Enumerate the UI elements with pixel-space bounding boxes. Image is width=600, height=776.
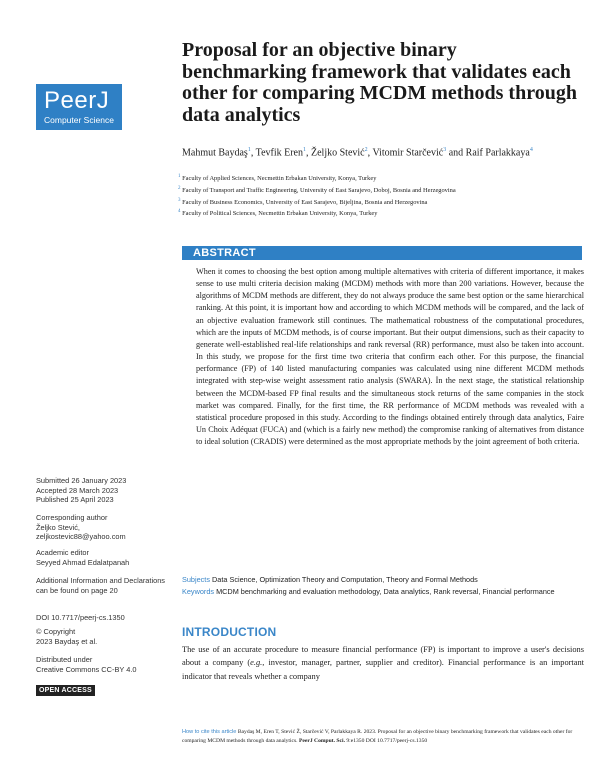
author-sup: 2 xyxy=(364,147,368,153)
paper-title: Proposal for an objective binary benchmarking framework that validates each other for comparing MCDM methods through data analytics xyxy=(182,39,577,126)
author-sup: 3 xyxy=(443,147,447,153)
published-date: Published 25 April 2023 xyxy=(36,495,114,505)
open-access-badge: OPEN ACCESS xyxy=(36,685,95,696)
academic-editor-label: Academic editor xyxy=(36,548,89,557)
additional-info[interactable]: Additional Information and Declarations can be found on page 20 xyxy=(36,576,166,595)
subjects xyxy=(182,575,584,585)
logo-wordmark: PeerJ xyxy=(44,87,110,114)
affiliation: $^1$ Faculty of Applied Sciences, Necmettin Erbakan University, Konya, Turkey xyxy=(178,174,377,183)
academic-editor-name: Seyyed Ahmad Edalatpanah xyxy=(36,557,130,567)
doi-link[interactable]: DOI 10.7717/peerj-cs.1350 xyxy=(36,613,125,622)
author-name[interactable]: Mahmut Baydaş xyxy=(182,147,248,159)
introduction-heading: INTRODUCTION xyxy=(182,625,277,639)
corresponding-author-email[interactable]: zeljkostevic88@yahoo.com xyxy=(36,532,126,542)
affiliations xyxy=(178,172,588,219)
introduction-text: The use of an accurate procedure to measure financial performance (FP) is important to improve a user's decisions about a company (e.g., investor, manager, partner, supplier and creditor). Financial performance is an important indicator that reveals whether a company xyxy=(182,645,584,681)
affiliation: $^4$ Faculty of Political Sciences, Necmettin Erbakan University, Konya, Turkey xyxy=(178,209,378,218)
citation-footer xyxy=(182,728,588,745)
author-list: Mahmut Baydaş$^1$, Tevfik Eren$^1$, Željko Stević$^2$, Vitomir Starčević$^3$ and Raif Parlakkaya$^4$ xyxy=(182,147,533,159)
citation-doi[interactable]: 9:e1350 DOI 10.7717/peerj-cs.1350 xyxy=(344,737,428,744)
author-name[interactable]: Željko Stević xyxy=(311,147,365,159)
corresponding-author-block xyxy=(36,513,176,542)
keywords-text: MCDM benchmarking and evaluation methodology, Data analytics, Rank reversal, Financial performance xyxy=(216,587,555,596)
dates-block xyxy=(36,476,176,505)
academic-editor-block xyxy=(36,548,176,567)
author-sup: 1 xyxy=(303,147,306,153)
citation-journal: PeerJ Comput. Sci. xyxy=(298,737,345,744)
accepted-date: Accepted 28 March 2023 xyxy=(36,485,119,495)
corresponding-author-name: Željko Stević, xyxy=(36,522,80,532)
abstract-heading: ABSTRACT xyxy=(182,246,582,260)
author-sup: 4 xyxy=(529,147,533,153)
corresponding-author-label: Corresponding author xyxy=(36,513,108,522)
abstract-text: When it comes to choosing the best option among multiple alternatives with criteria of different importance, it makes sense to use multi criteria decision making (MCDM) methods with more than 200 variations. However, because the algorithms of MCDM methods are different, they do not always produce the same best option or the same hierarchical ranking. At this point, it is important how and according to which MCDM methods will be compared, and the lack of an objective evaluation framework still continues. The mathematical robustness of the computational procedures, which are the inputs of MCDM methods, is of course important. But their output dimensions, such as their capacity to generate well-established real-life relationships and rank reversal (RR) performance, must also be taken into account. In this study, we propose for the first time two criteria that confirm each other. For this purpose, the financial performance (FP) of 140 listed manufacturing companies was calculated using nine different MCDM methods integrated with step-wise weight assessment ratio analysis (SWARA). İn the next stage, the statistical relationship between the MCDM-based FP final results and the simultaneous stock returns of the same companies in the stock market was compared. Finally, for the first time, the RR performance of MCDM methods was revealed with a statistical procedure proposed in this study. According to the findings obtained entirely through data analytics, Faire Un Choix Adéquat (FUCA) and (which is a fairly new method) the compromise ranking of alternatives from distance to ideal solution (CRADIS) were determined as the most appropriate methods by the joint agreement of both criteria. xyxy=(196,267,584,447)
affiliation: $^2$ Faculty of Transport and Traffic Engineering, University of East Sarajevo, Doboj, Bosnia and Herzegovina xyxy=(178,185,456,194)
subjects-text[interactable]: Data Science, Optimization Theory and Computation, Theory and Formal Methods xyxy=(212,575,478,584)
copyright-label: Copyright xyxy=(43,627,76,636)
copyright-holder: 2023 Baydaş et al. xyxy=(36,636,98,646)
subjects-label: Subjects xyxy=(182,575,210,584)
copyright-block xyxy=(36,627,176,646)
logo-subtitle: Computer Science xyxy=(44,115,114,125)
author-sup: 1 xyxy=(247,147,251,153)
license-link[interactable]: Creative Commons CC-BY 4.0 xyxy=(36,664,137,674)
copyright-icon: © xyxy=(36,627,42,636)
author-name[interactable]: Tevfik Eren xyxy=(255,147,303,159)
affiliation: $^3$ Faculty of Business Economics, University of East Sarajevo, Bijeljina, Bosnia and Herzegovina xyxy=(178,197,428,206)
license-block xyxy=(36,655,176,674)
keywords-label: Keywords xyxy=(182,587,215,596)
citation-label: How to cite this article xyxy=(182,729,237,735)
author-name[interactable]: Vitomir Starčević xyxy=(372,147,444,159)
license-intro: Distributed under xyxy=(36,655,93,664)
submitted-date: Submitted 26 January 2023 xyxy=(36,476,127,485)
peerj-logo[interactable] xyxy=(36,84,122,130)
citation-text: Baydaş M, Eren T, Stević Ž, Starčević V, Parlakkaya R. 2023. Proposal for an objective binary benchmarking framework that validates each other for comparing MCDM methods through data analytics. xyxy=(182,729,573,744)
author-name[interactable]: Raif Parlakkaya xyxy=(465,147,530,159)
keywords xyxy=(182,587,584,597)
